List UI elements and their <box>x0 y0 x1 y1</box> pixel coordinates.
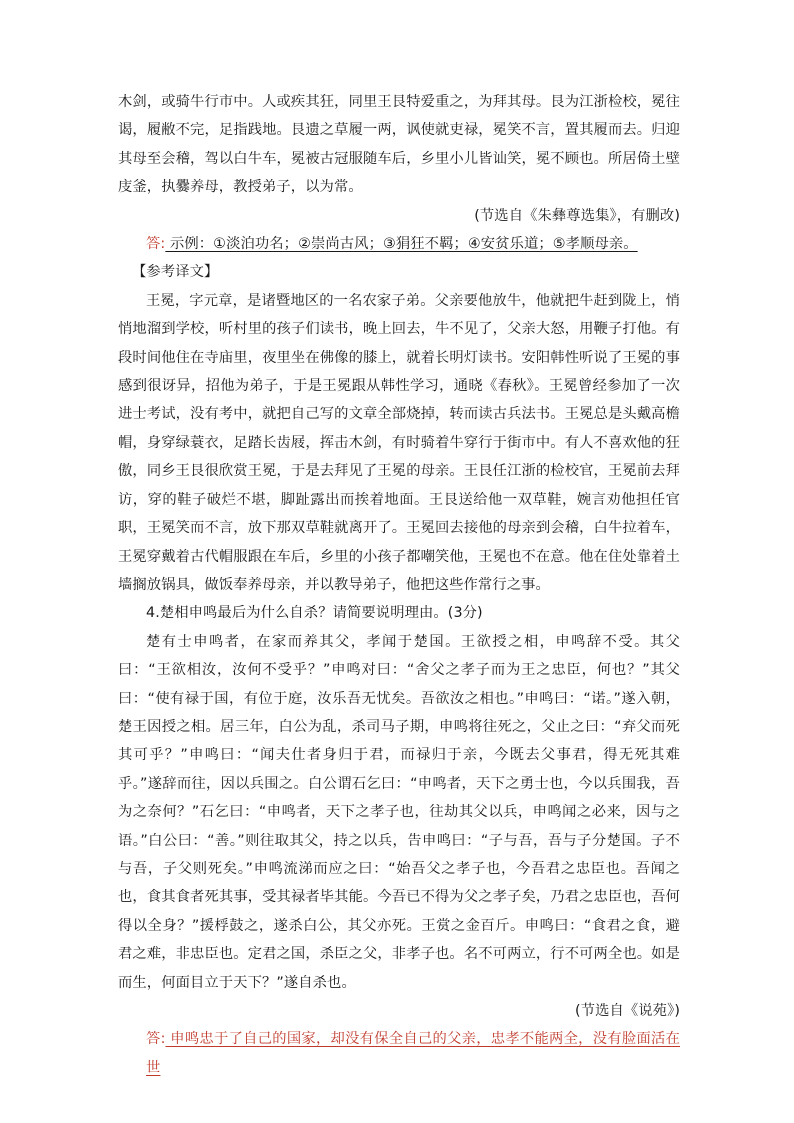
translation-heading: 【参考译文】 <box>132 264 219 281</box>
answer-2-text: 申鸣忠于了自己的国家，却没有保全自己的父亲，忠孝不能两全，没有脸面活在世 <box>146 1031 680 1076</box>
answer-1 <box>118 230 680 258</box>
passage-2-source: (节选自《说苑》) <box>575 1003 680 1019</box>
answer-1-text: 示例：①淡泊功名；②崇尚古风；③狷狂不羁；④安贫乐道；⑤孝顺母亲。 <box>165 236 638 253</box>
passage-1-text: 木剑，或骑牛行市中。人或疾其狂，同里王艮特爱重之，为拜其母。艮为江浙检校，冕往谒，履敝不完，足指践地。艮遗之草履一两，讽使就吏禄，冕笑不言，置其履而去。归迎其母至会稽，驾以白牛车，冕被古冠服随车后，乡里小儿皆讪笑，冕不顾也。所居倚土壁庋釜，执爨养母，教授弟子，以为常。 <box>118 94 680 196</box>
answer-2-label: 答: <box>146 1031 166 1048</box>
passage-2-text: 楚有士申鸣者，在家而养其父，孝闻于楚国。王欲授之相，申鸣辞不受。其父曰：“王欲相汝，汝何不受乎？”申鸣对曰：“舍父之孝子而为王之忠臣，何也？”其父曰：“使有禄于国，有位于庭，汝乐吾无忧矣。吾欲汝之相也。”申鸣曰：“诺。”遂入朝，楚王因授之相。居三年，白公为乱，杀司马子期，申鸣将往死之，父止之曰：“弃父而死其可乎？”申鸣曰：“闻夫仕者身归于君，而禄归于亲，今既去父事君，得无死其难乎。”遂辞而往，因以兵围之。白公谓石乞曰：“申鸣者，天下之勇士也，今以兵围我，吾为之奈何？”石乞曰：“申鸣者，天下之孝子也，往劫其父以兵，申鸣闻之必来，因与之语。”白公曰：“善。”则往取其父，持之以兵，告申鸣曰：“子与吾，吾与子分楚国。子不与吾，子父则死矣。”申鸣流涕而应之曰：“始吾父之孝子也，今吾君之忠臣也。吾闻之也，食其食者死其事，受其禄者毕其能。今吾已不得为父之孝子矣，乃君之忠臣也，吾何得以全身？”援桴鼓之，遂杀白公，其父亦死。王赏之金百斤。申鸣曰：“食君之食，避君之难，非忠臣也。定君之国，杀臣之父，非孝子也。名不可两立，行不可两全也。如是而生，何面目立于天下？”遂自杀也。 <box>118 633 680 991</box>
translation-body: 王冕，字元章，是诸暨地区的一名农家子弟。父亲要他放牛，他就把牛赶到陇上，悄悄地溜到学校，听村里的孩子们读书，晚上回去，牛不见了，父亲大怒，用鞭子打他。有段时间他住在寺庙里，夜里坐在佛像的膝上，就着长明灯读书。安阳韩性听说了王冕的事感到很讶异，招他为弟子，于是王冕跟从韩性学习，通晓《春秋》。王冕曾经参加了一次进士考试，没有考中，就把自己写的文章全部烧掉，转而读古兵法书。王冕总是头戴高檐帽，身穿绿蓑衣，足踏长齿屐，挥击木剑，有时骑着牛穿行于街市中。有人不喜欢他的狂傲，同乡王艮很欣赏王冕，于是去拜见了王冕的母亲。王艮任江浙的检校官，王冕前去拜访，穿的鞋子破烂不堪，脚趾露出而挨着地面。王艮送给他一双草鞋，婉言劝他担任官职，王冕笑而不言，放下那双草鞋就离开了。王冕回去接他的母亲到会稽，白牛拉着车，王冕穿戴着古代帽服跟在车后，乡里的小孩子都嘲笑他，王冕也不在意。他在住处靠着土墙搁放锅具，做饭奉养母亲，并以教导弟子，他把这些作常行之事。 <box>118 292 680 593</box>
document-page <box>118 88 680 1082</box>
passage-1-source: (节选自《朱彝尊选集》，有删改) <box>474 207 680 224</box>
answer-2 <box>118 1025 680 1082</box>
answer-1-label: 答: <box>146 236 166 253</box>
question-4: 4.楚相申鸣最后为什么自杀？请简要说明理由。(3分) <box>146 605 483 622</box>
